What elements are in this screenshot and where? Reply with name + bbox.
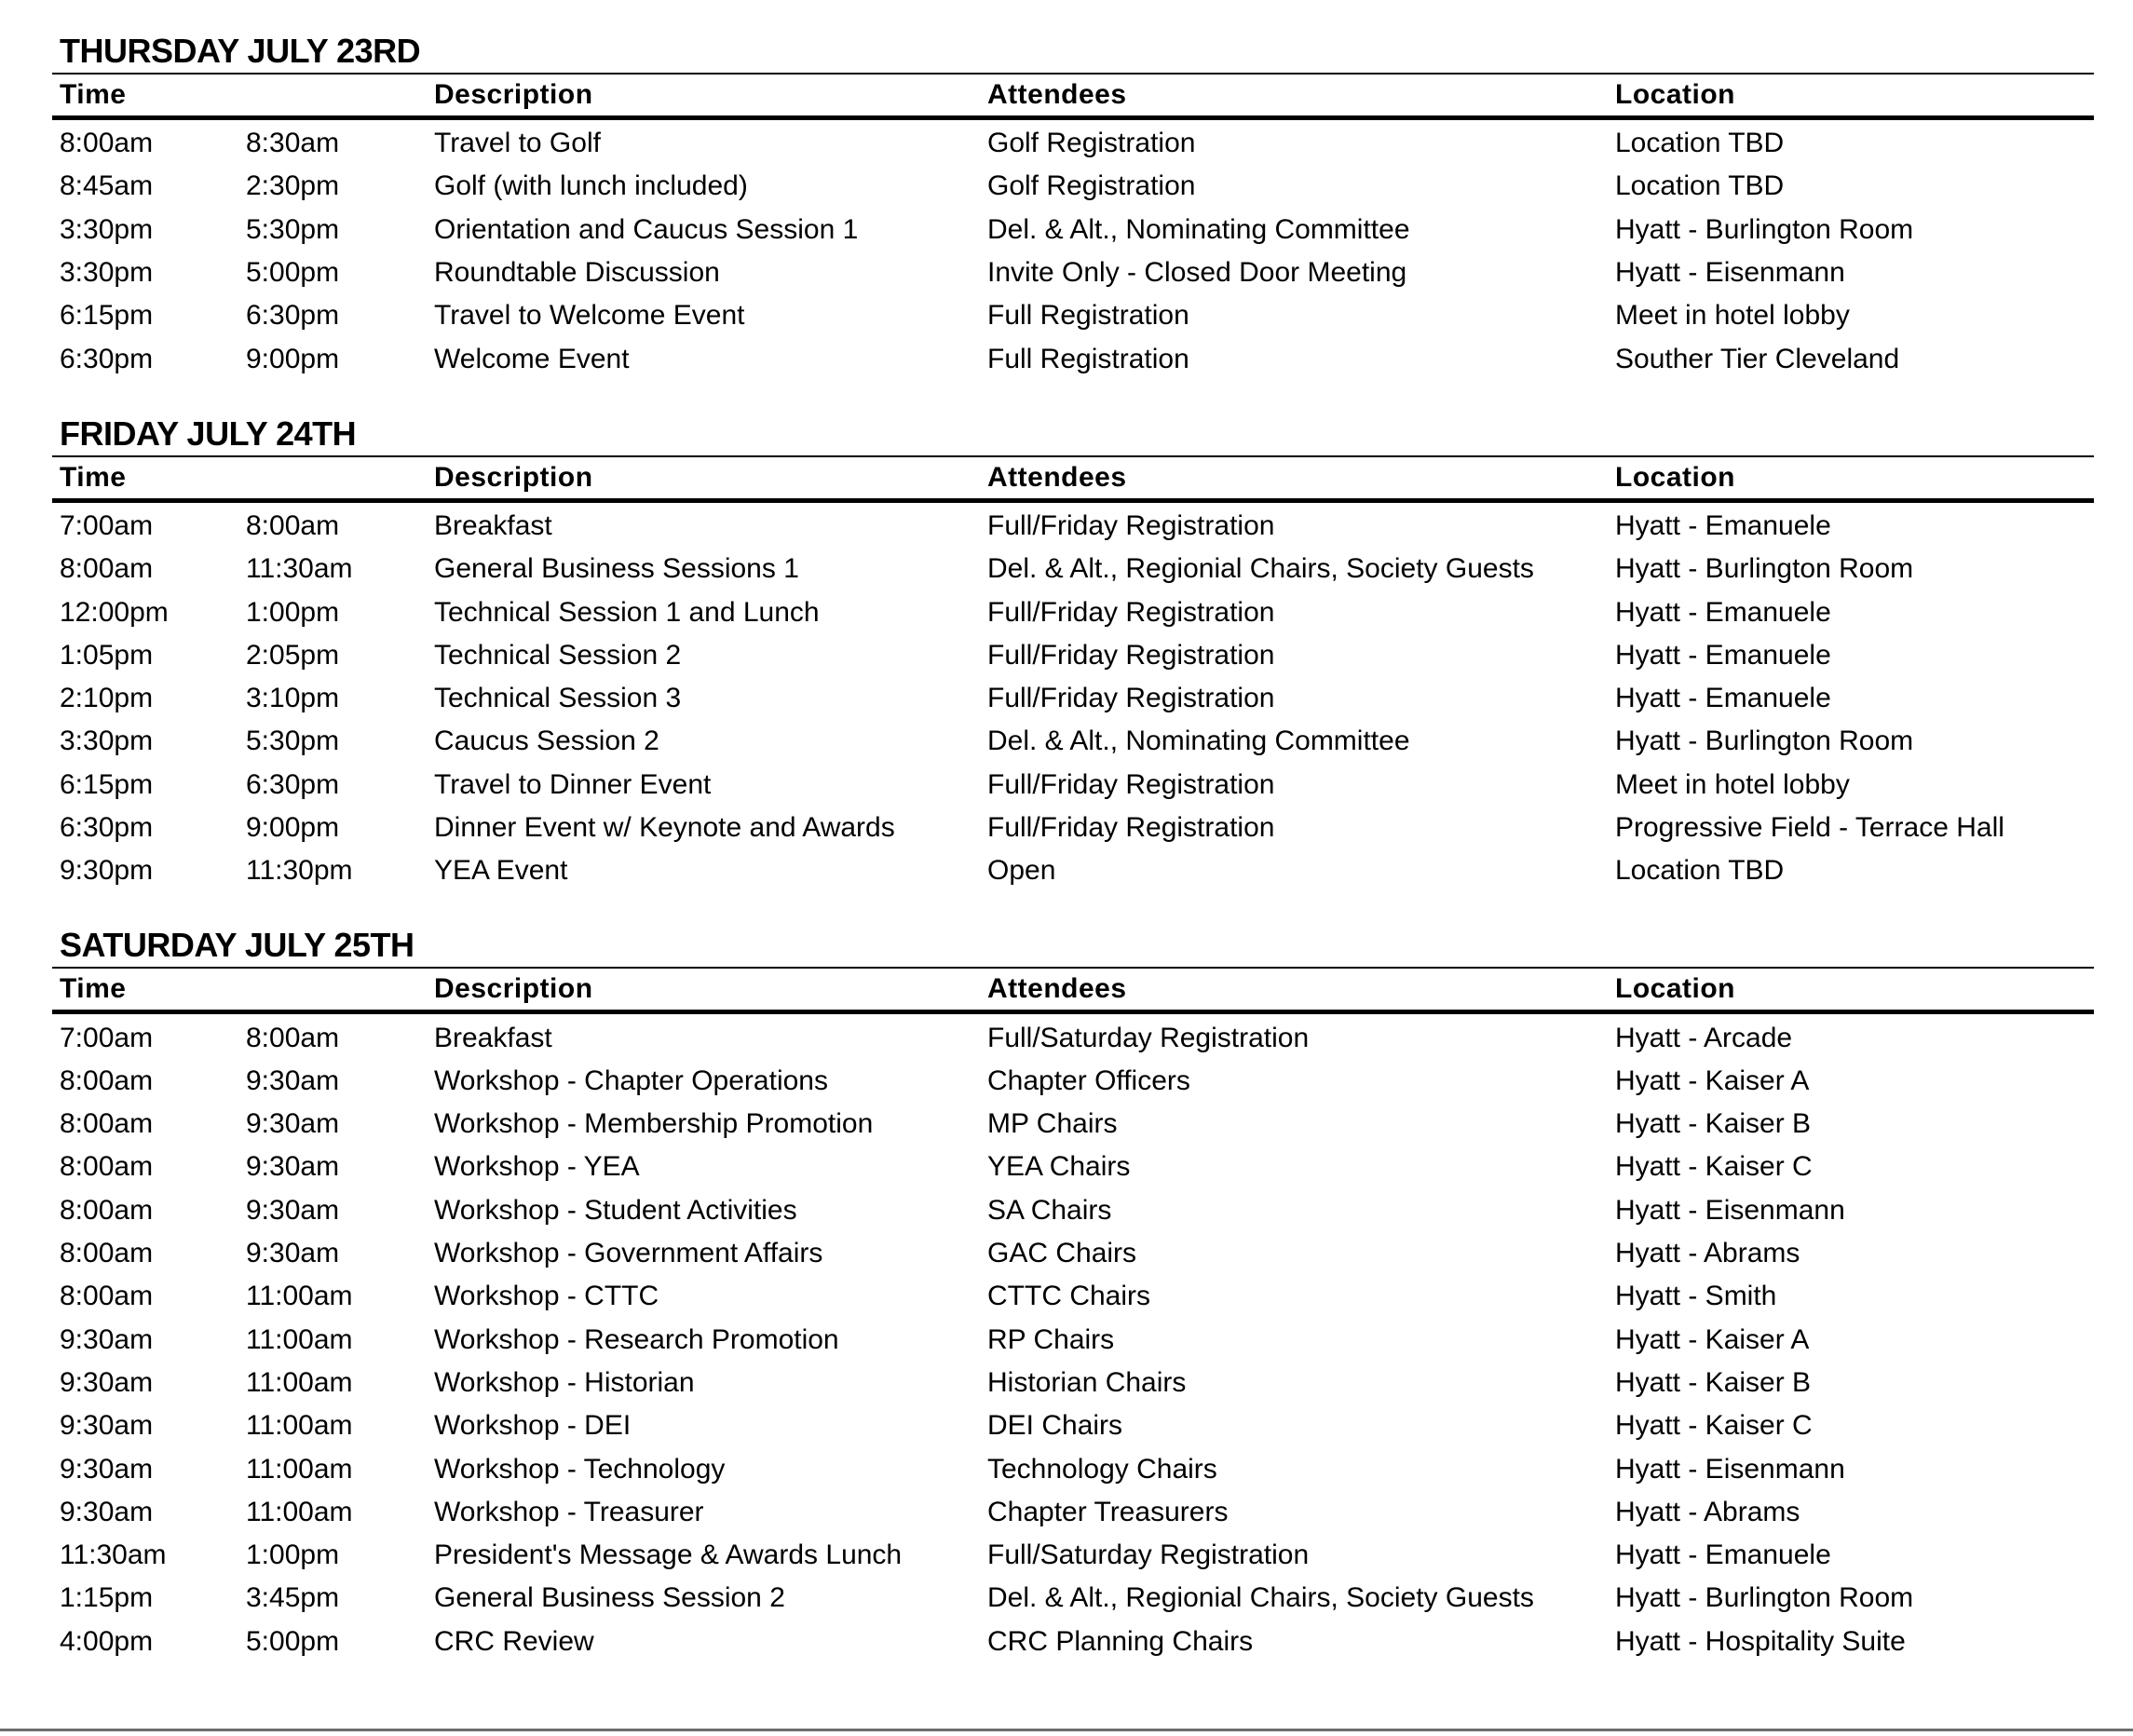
location-cell: Hyatt - Smith <box>1615 1281 1777 1312</box>
end-time-cell: 3:10pm <box>246 683 340 714</box>
attendees-cell: RP Chairs <box>987 1323 1115 1355</box>
attendees-cell: Full/Friday Registration <box>987 639 1275 671</box>
location-cell: Hyatt - Emanuele <box>1615 596 1831 628</box>
end-time-cell: 1:00pm <box>246 596 340 628</box>
table-row <box>52 1232 2094 1275</box>
table-row <box>52 1275 2094 1318</box>
table-row <box>52 500 2094 548</box>
end-time-cell: 9:00pm <box>246 343 340 374</box>
start-time-cell: 9:30pm <box>60 855 154 887</box>
description-cell: Travel to Golf <box>434 128 601 159</box>
end-time-cell: 9:30am <box>246 1194 340 1226</box>
location-cell: Hyatt - Hospitality Suite <box>1615 1625 1906 1657</box>
table-row <box>52 118 2094 166</box>
day-section <box>52 413 2094 893</box>
start-time-cell: 6:15pm <box>60 768 154 800</box>
start-time-cell: 8:00am <box>60 128 154 159</box>
table-row <box>52 1362 2094 1404</box>
table-row <box>52 294 2094 337</box>
day-section <box>52 924 2094 1662</box>
start-time-cell: 8:00am <box>60 1108 154 1140</box>
header-time-end <box>238 74 427 118</box>
attendees-cell: Full/Friday Registration <box>987 812 1275 843</box>
end-time-cell: 6:30pm <box>246 768 340 800</box>
location-cell: Hyatt - Burlington Room <box>1615 1582 1914 1614</box>
start-time-cell: 3:30pm <box>60 213 154 245</box>
table-row <box>52 720 2094 763</box>
location-cell: Hyatt - Eisenmann <box>1615 1194 1845 1226</box>
start-time-cell: 9:30am <box>60 1453 154 1485</box>
end-time-cell: 8:00am <box>246 509 340 541</box>
start-time-cell: 11:30am <box>60 1539 167 1571</box>
table-row <box>52 634 2094 677</box>
location-cell: Hyatt - Kaiser B <box>1615 1108 1812 1140</box>
table-row <box>52 1189 2094 1232</box>
header-description: Description <box>427 968 980 1012</box>
start-time-cell: 8:00am <box>60 1151 154 1183</box>
start-time-cell: 9:30am <box>60 1410 154 1442</box>
location-cell: Hyatt - Burlington Room <box>1615 213 1914 245</box>
location-cell: Meet in hotel lobby <box>1615 768 1850 800</box>
attendees-cell: Del. & Alt., Regionial Chairs, Society Guests <box>987 553 1534 585</box>
description-cell: Caucus Session 2 <box>434 726 659 757</box>
end-time-cell: 3:45pm <box>246 1582 340 1614</box>
location-cell: Location TBD <box>1615 855 1785 887</box>
header-location: Location <box>1608 74 2094 118</box>
description-cell: Workshop - Technology <box>434 1453 726 1485</box>
attendees-cell: CRC Planning Chairs <box>987 1625 1254 1657</box>
header-attendees: Attendees <box>980 456 1608 501</box>
start-time-cell: 9:30am <box>60 1496 154 1527</box>
description-cell: YEA Event <box>434 855 568 887</box>
table-row <box>52 590 2094 633</box>
start-time-cell: 9:30am <box>60 1323 154 1355</box>
attendees-cell: Full/Friday Registration <box>987 683 1275 714</box>
location-cell: Hyatt - Kaiser C <box>1615 1151 1813 1183</box>
description-cell: Welcome Event <box>434 343 630 374</box>
description-cell: Workshop - Chapter Operations <box>434 1065 828 1096</box>
table-row <box>52 1012 2094 1060</box>
day-section <box>52 30 2094 381</box>
table-row <box>52 1491 2094 1534</box>
description-cell: Roundtable Discussion <box>434 257 720 289</box>
description-cell: General Business Session 2 <box>434 1582 785 1614</box>
description-cell: Workshop - Research Promotion <box>434 1323 839 1355</box>
description-cell: Workshop - Historian <box>434 1366 695 1398</box>
description-cell: General Business Sessions 1 <box>434 553 799 585</box>
end-time-cell: 11:30am <box>246 553 353 585</box>
start-time-cell: 2:10pm <box>60 683 154 714</box>
location-cell: Hyatt - Emanuele <box>1615 639 1831 671</box>
location-cell: Hyatt - Abrams <box>1615 1238 1800 1269</box>
description-cell: Technical Session 3 <box>434 683 682 714</box>
header-description: Description <box>427 456 980 501</box>
attendees-cell: Del. & Alt., Regionial Chairs, Society Guests <box>987 1582 1534 1614</box>
end-time-cell: 2:05pm <box>246 639 340 671</box>
end-time-cell: 11:00am <box>246 1323 353 1355</box>
day-title: SATURDAY JULY 25TH <box>60 926 414 965</box>
description-cell: Workshop - Student Activities <box>434 1194 797 1226</box>
start-time-cell: 8:45am <box>60 170 154 202</box>
description-cell: Golf (with lunch included) <box>434 170 748 202</box>
description-cell: Breakfast <box>434 1022 552 1053</box>
header-time: Time <box>52 74 238 118</box>
table-row <box>52 165 2094 208</box>
attendees-cell: Invite Only - Closed Door Meeting <box>987 257 1407 289</box>
attendees-cell: Full/Saturday Registration <box>987 1539 1310 1571</box>
table-row <box>52 1577 2094 1620</box>
start-time-cell: 7:00am <box>60 1022 154 1053</box>
end-time-cell: 11:00am <box>246 1410 353 1442</box>
end-time-cell: 8:30am <box>246 128 340 159</box>
end-time-cell: 5:00pm <box>246 257 340 289</box>
header-time: Time <box>52 968 238 1012</box>
start-time-cell: 8:00am <box>60 1281 154 1312</box>
attendees-cell: Golf Registration <box>987 170 1196 202</box>
description-cell: Dinner Event w/ Keynote and Awards <box>434 812 895 843</box>
day-title: FRIDAY JULY 24TH <box>60 414 357 453</box>
start-time-cell: 12:00pm <box>60 596 169 628</box>
start-time-cell: 8:00am <box>60 1238 154 1269</box>
table-row <box>52 1534 2094 1577</box>
attendees-cell: Del. & Alt., Nominating Committee <box>987 213 1410 245</box>
start-time-cell: 6:30pm <box>60 343 154 374</box>
location-cell: Hyatt - Kaiser C <box>1615 1410 1813 1442</box>
table-row <box>52 1404 2094 1447</box>
end-time-cell: 8:00am <box>246 1022 340 1053</box>
description-cell: Technical Session 2 <box>434 639 682 671</box>
header-location: Location <box>1608 456 2094 501</box>
table-row <box>52 1621 2094 1663</box>
end-time-cell: 5:00pm <box>246 1625 340 1657</box>
end-time-cell: 11:30pm <box>246 855 353 887</box>
end-time-cell: 9:30am <box>246 1151 340 1183</box>
table-header-row <box>52 968 2094 1012</box>
header-time: Time <box>52 456 238 501</box>
start-time-cell: 1:15pm <box>60 1582 154 1614</box>
location-cell: Hyatt - Emanuele <box>1615 509 1831 541</box>
header-time-end <box>238 456 427 501</box>
table-row <box>52 548 2094 590</box>
attendees-cell: Full Registration <box>987 343 1189 374</box>
end-time-cell: 5:30pm <box>246 726 340 757</box>
end-time-cell: 1:00pm <box>246 1539 340 1571</box>
end-time-cell: 11:00am <box>246 1496 353 1527</box>
bottom-divider <box>0 1729 2133 1731</box>
start-time-cell: 6:15pm <box>60 300 154 332</box>
attendees-cell: Historian Chairs <box>987 1366 1187 1398</box>
schedule-table <box>52 73 2094 381</box>
attendees-cell: Full/Friday Registration <box>987 596 1275 628</box>
table-row <box>52 764 2094 807</box>
table-row <box>52 677 2094 720</box>
table-row <box>52 1103 2094 1146</box>
table-header-row <box>52 74 2094 118</box>
table-row <box>52 1060 2094 1103</box>
start-time-cell: 8:00am <box>60 1065 154 1096</box>
end-time-cell: 6:30pm <box>246 300 340 332</box>
location-cell: Hyatt - Eisenmann <box>1615 257 1845 289</box>
end-time-cell: 11:00am <box>246 1366 353 1398</box>
start-time-cell: 9:30am <box>60 1366 154 1398</box>
schedule-table <box>52 967 2094 1662</box>
table-header-row <box>52 456 2094 501</box>
schedule-table <box>52 455 2094 893</box>
description-cell: Workshop - Government Affairs <box>434 1238 823 1269</box>
location-cell: Location TBD <box>1615 170 1785 202</box>
attendees-cell: Golf Registration <box>987 128 1196 159</box>
location-cell: Hyatt - Burlington Room <box>1615 553 1914 585</box>
description-cell: Technical Session 1 and Lunch <box>434 596 820 628</box>
table-row <box>52 849 2094 892</box>
attendees-cell: Full/Saturday Registration <box>987 1022 1310 1053</box>
attendees-cell: GAC Chairs <box>987 1238 1137 1269</box>
attendees-cell: Full/Friday Registration <box>987 768 1275 800</box>
end-time-cell: 9:30am <box>246 1065 340 1096</box>
start-time-cell: 3:30pm <box>60 726 154 757</box>
end-time-cell: 9:00pm <box>246 812 340 843</box>
table-row <box>52 1146 2094 1188</box>
attendees-cell: Chapter Treasurers <box>987 1496 1229 1527</box>
end-time-cell: 2:30pm <box>246 170 340 202</box>
attendees-cell: Open <box>987 855 1056 887</box>
description-cell: Breakfast <box>434 509 552 541</box>
description-cell: Travel to Welcome Event <box>434 300 745 332</box>
start-time-cell: 7:00am <box>60 509 154 541</box>
location-cell: Progressive Field - Terrace Hall <box>1615 812 2004 843</box>
description-cell: Workshop - CTTC <box>434 1281 659 1312</box>
description-cell: CRC Review <box>434 1625 594 1657</box>
description-cell: Travel to Dinner Event <box>434 768 712 800</box>
attendees-cell: DEI Chairs <box>987 1410 1123 1442</box>
location-cell: Hyatt - Emanuele <box>1615 683 1831 714</box>
location-cell: Meet in hotel lobby <box>1615 300 1850 332</box>
start-time-cell: 6:30pm <box>60 812 154 843</box>
end-time-cell: 11:00am <box>246 1281 353 1312</box>
attendees-cell: Chapter Officers <box>987 1065 1190 1096</box>
schedule-document <box>52 30 2094 1695</box>
start-time-cell: 1:05pm <box>60 639 154 671</box>
table-row <box>52 1447 2094 1490</box>
attendees-cell: YEA Chairs <box>987 1151 1131 1183</box>
header-description: Description <box>427 74 980 118</box>
start-time-cell: 8:00am <box>60 1194 154 1226</box>
end-time-cell: 11:00am <box>246 1453 353 1485</box>
table-row <box>52 337 2094 380</box>
location-cell: Hyatt - Kaiser B <box>1615 1366 1812 1398</box>
description-cell: President's Message & Awards Lunch <box>434 1539 903 1571</box>
description-cell: Workshop - Membership Promotion <box>434 1108 874 1140</box>
table-row <box>52 1319 2094 1362</box>
location-cell: Hyatt - Abrams <box>1615 1496 1800 1527</box>
description-cell: Orientation and Caucus Session 1 <box>434 213 859 245</box>
attendees-cell: MP Chairs <box>987 1108 1118 1140</box>
start-time-cell: 8:00am <box>60 553 154 585</box>
description-cell: Workshop - Treasurer <box>434 1496 704 1527</box>
end-time-cell: 5:30pm <box>246 213 340 245</box>
header-attendees: Attendees <box>980 968 1608 1012</box>
end-time-cell: 9:30am <box>246 1238 340 1269</box>
attendees-cell: CTTC Chairs <box>987 1281 1151 1312</box>
table-row <box>52 251 2094 294</box>
location-cell: Hyatt - Eisenmann <box>1615 1453 1845 1485</box>
location-cell: Hyatt - Burlington Room <box>1615 726 1914 757</box>
location-cell: Hyatt - Arcade <box>1615 1022 1793 1053</box>
header-location: Location <box>1608 968 2094 1012</box>
attendees-cell: Technology Chairs <box>987 1453 1217 1485</box>
end-time-cell: 9:30am <box>246 1108 340 1140</box>
attendees-cell: Del. & Alt., Nominating Committee <box>987 726 1410 757</box>
location-cell: Hyatt - Emanuele <box>1615 1539 1831 1571</box>
attendees-cell: Full/Friday Registration <box>987 509 1275 541</box>
start-time-cell: 4:00pm <box>60 1625 154 1657</box>
location-cell: Hyatt - Kaiser A <box>1615 1065 1810 1096</box>
start-time-cell: 3:30pm <box>60 257 154 289</box>
location-cell: Location TBD <box>1615 128 1785 159</box>
day-title: THURSDAY JULY 23RD <box>60 32 421 70</box>
location-cell: Souther Tier Cleveland <box>1615 343 1900 374</box>
location-cell: Hyatt - Kaiser A <box>1615 1323 1810 1355</box>
description-cell: Workshop - YEA <box>434 1151 640 1183</box>
description-cell: Workshop - DEI <box>434 1410 632 1442</box>
table-row <box>52 807 2094 849</box>
table-row <box>52 209 2094 251</box>
attendees-cell: SA Chairs <box>987 1194 1112 1226</box>
header-attendees: Attendees <box>980 74 1608 118</box>
attendees-cell: Full Registration <box>987 300 1189 332</box>
header-time-end <box>238 968 427 1012</box>
